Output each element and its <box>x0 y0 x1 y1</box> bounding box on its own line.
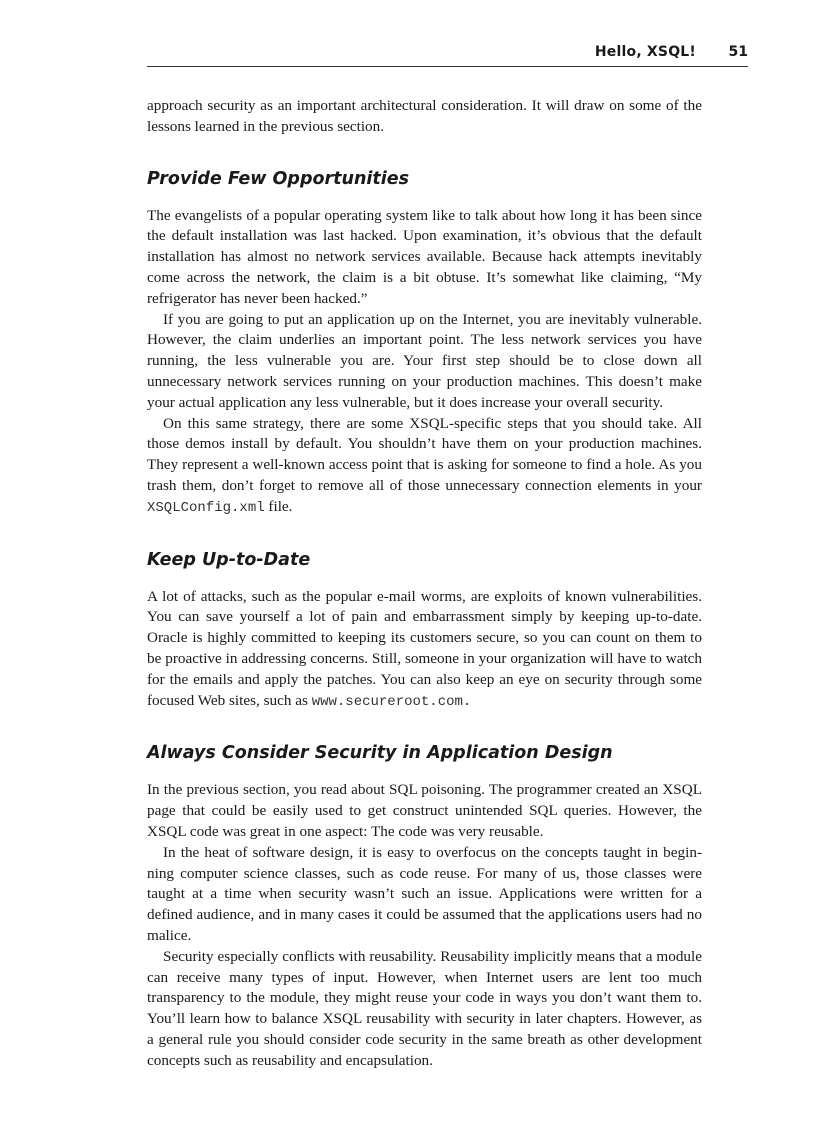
paragraph-with-code <box>147 414 702 519</box>
running-header <box>147 40 748 67</box>
paragraph: In the previous section, you read about SQL poisoning. The programmer created an XSQL page that could be easily used to get construct unintended SQL queries. However, the XSQL code was great in one aspect: The code was very reusable. <box>147 781 702 840</box>
paragraph: Security especially conflicts with reusability. Reusability implicitly means that a module can receive many types of input. However, when Internet users are lent too much transparency to the module, they might reuse your code in ways you don’t want them to. You’ll learn how to balance XSQL reusability with security in later chapters. However, as a general rule you should consider code security in the same breath as other development concepts such as reusability and encapsulation. <box>147 947 702 1069</box>
paragraph-text: file. <box>264 497 293 515</box>
paragraph: In the heat of software design, it is easy to overfocus on the concepts taught in beginning computer science classes, such as code reuse. For many of us, those classes were taught at a time when security wasn’t such an issue. Applications were written for a defined audience, and in many cases it could be assumed that the applications users had no malice. <box>147 843 702 944</box>
section-heading-always-consider-security: Always Consider Security in Application Design <box>147 743 613 764</box>
website-url-code: www.secureroot.com. <box>311 693 472 710</box>
intro-paragraph: approach security as an important architectural consideration. It will draw on some of the lessons learned in the previous section. <box>147 97 702 135</box>
running-header-title: Hello, XSQL! <box>594 44 696 60</box>
config-filename-code: XSQLConfig.xml <box>147 499 265 516</box>
section-heading-provide-few-opportunities: Provide Few Opportunities <box>147 168 410 189</box>
paragraph: The evangelists of a popular operating system like to talk about how long it has been since the default installation was last hacked. Upon examination, it’s obvious that the default installation has almost no network services available. Because hack attempts inevitably come across the network, the claim is a bit obtuse. It’s somewhat like claiming, “My refrigerator has never been hacked.” <box>147 206 702 307</box>
page-number: 51 <box>728 44 748 60</box>
section-heading-keep-up-to-date: Keep Up-to-Date <box>147 549 311 570</box>
paragraph-text: A lot of attacks, such as the popular e-mail worms, are exploits of known vulnerabilities. You can save yourself a lot of pain and embarrassment simply by keeping up-to-date. Oracle is highly committed to keeping its customers secure, so you can count on them to be proactive in addressing concerns. Still, someone in your organization will have to watch for the emails and apply the patches. You can also keep an eye on security through some focused Web sites, such as <box>147 587 702 709</box>
paragraph-text: On this same strategy, there are some XSQL-specific steps that you should take. All those demos install by default. You shouldn’t have them on your production machines. They represent a well-known access point that is asking for someone to find a hole. As you trash them, don’t forget to remove all of those unnecessary connection elements in your <box>147 414 702 494</box>
paragraph: If you are going to put an application up on the Internet, you are inevitably vulnerable. However, the claim underlies an important point. The less network services you have running, the less vulnerable you are. Your first step should be to close down all unnecessary network services running on your production machines. This doesn’t make your actual application any less vulnerable, but it does increase your overall security. <box>147 310 702 411</box>
paragraph-with-code <box>147 587 702 713</box>
page-body <box>147 96 702 1071</box>
